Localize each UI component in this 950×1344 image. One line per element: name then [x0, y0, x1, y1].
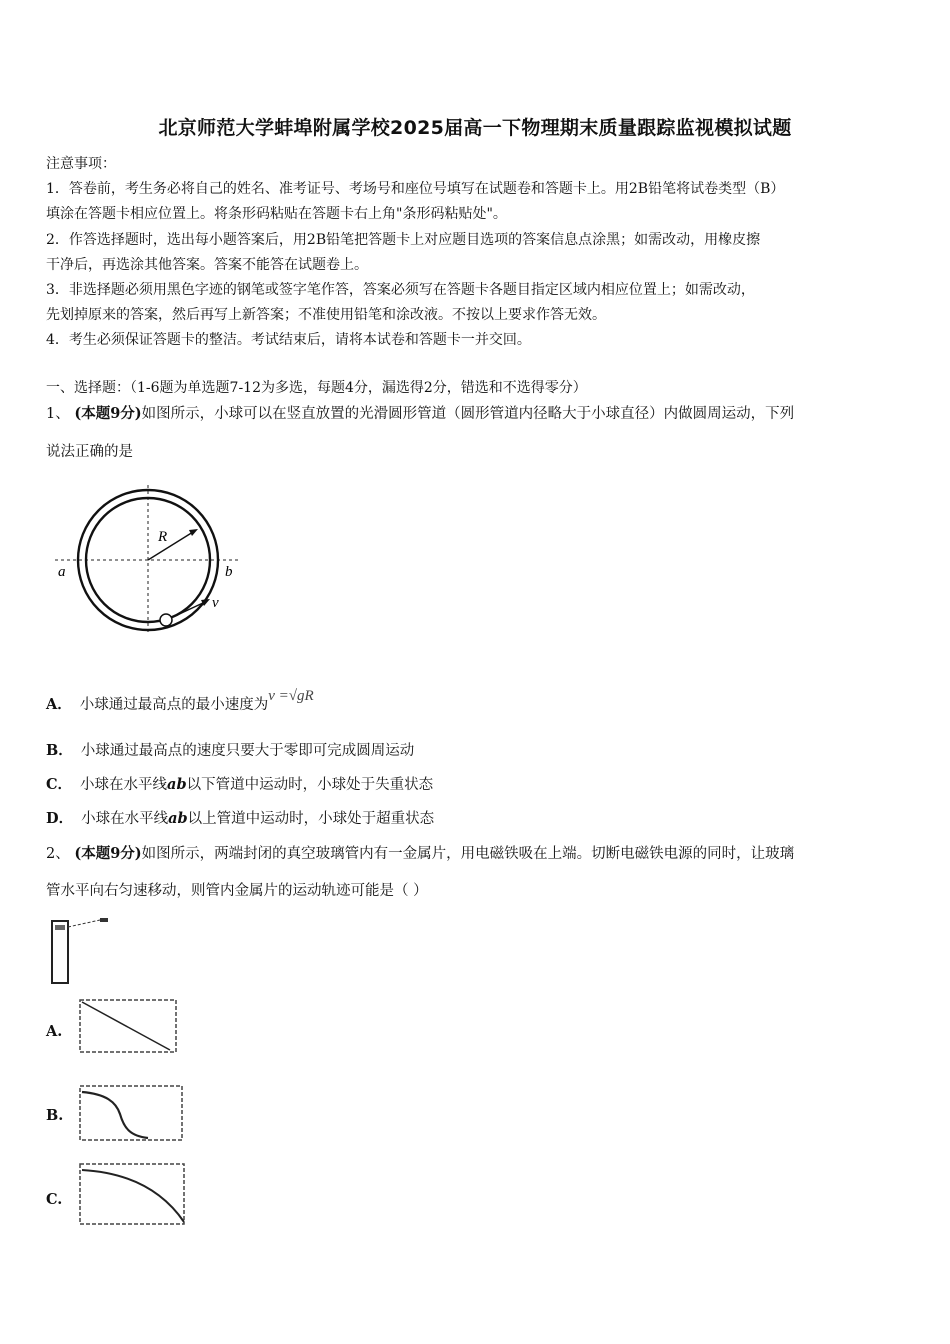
- q1-option-d[interactable]: [46, 807, 434, 828]
- notice-line: 3．非选择题必须用黑色字迹的钢笔或签字笔作答，答案必须写在答题卡各题目指定区域内相应位置上；如需改动，: [46, 282, 755, 298]
- option-text: 小球通过最高点的速度只要大于零即可完成圆周运动: [80, 743, 415, 759]
- circular-tube-figure: [55, 485, 245, 635]
- option-text: 以上管道中运动时，小球处于超重状态: [187, 811, 435, 827]
- question-points: (本题9分): [74, 405, 142, 422]
- option-label: A.: [46, 1023, 63, 1040]
- formula-v-sqrt-gR: v =√gR: [268, 688, 314, 704]
- electromagnet: [100, 918, 108, 922]
- option-text: 小球在水平线: [81, 811, 169, 827]
- question-2: [46, 842, 794, 863]
- s-curve-trajectory: [82, 1092, 148, 1138]
- option-text: 以下管道中运动时，小球处于失重状态: [186, 777, 434, 793]
- notice-line: 2．作答选择题时，选出每小题答案后，用2B铅笔把答题卡上对应题目选项的答案信息点涂黑；如需改动，用橡皮擦: [46, 232, 761, 248]
- label-a: a: [58, 564, 66, 580]
- radius-arrowhead: [189, 529, 198, 536]
- q1-option-b[interactable]: [46, 739, 414, 760]
- trajectory-a: [78, 998, 178, 1054]
- option-label: B．: [46, 742, 73, 759]
- q2-option-b[interactable]: [46, 1107, 71, 1124]
- q1-option-c[interactable]: [46, 773, 433, 794]
- option-label: C．: [46, 776, 73, 793]
- curve-trajectory: [82, 1170, 184, 1222]
- notice-line: 4．考生必须保证答题卡的整洁。考试结束后，请将本试卷和答题卡一并交回。: [46, 332, 531, 348]
- q1-option-a[interactable]: [46, 688, 314, 714]
- q2-option-a[interactable]: [46, 1023, 70, 1040]
- trajectory-frame: [80, 1000, 176, 1052]
- option-em: ab: [167, 776, 187, 793]
- label-b: b: [225, 564, 233, 580]
- question-points: (本题9分): [74, 845, 142, 862]
- question-text-cont: 管水平向右匀速移动，则管内金属片的运动轨迹可能是（ ）: [46, 883, 428, 899]
- question-number: 1、: [46, 406, 70, 422]
- trajectory-frame: [80, 1164, 184, 1224]
- section-heading: 一、选择题：（1-6题为单选题7-12为多选，每题4分，漏选得2分，错选和不选得零分）: [46, 380, 587, 396]
- page-title: 北京师范大学蚌埠附属学校2025届高一下物理期末质量跟踪监视模拟试题: [158, 117, 792, 139]
- label-R: R: [158, 529, 168, 545]
- notice-line: 1．答卷前，考生务必将自己的姓名、准考证号、考场号和座位号填写在试题卷和答题卡上。用2B铅笔将试卷类型（B）: [46, 181, 785, 197]
- velocity-arrow: [173, 602, 205, 617]
- question-text-cont: 说法正确的是: [46, 444, 133, 460]
- trajectory-c: [78, 1162, 188, 1228]
- notice-line: 干净后，再选涂其他答案。答案不能答在试题卷上。: [46, 257, 368, 273]
- option-text: 小球在水平线: [80, 777, 168, 793]
- glass-tube: [52, 921, 68, 983]
- glass-tube-figure: [45, 915, 115, 987]
- notice-line: 先划掉原来的答案，然后再写上新答案；不准使用铅笔和涂改液。不按以上要求作答无效。: [46, 307, 606, 323]
- option-label: B.: [46, 1107, 64, 1124]
- label-v: v: [212, 595, 219, 611]
- question-text: 如图所示，两端封闭的真空玻璃管内有一金属片，用电磁铁吸在上端。切断电磁铁电源的同时，让玻璃: [141, 846, 795, 862]
- option-label: D．: [46, 810, 74, 827]
- straight-trajectory: [82, 1002, 170, 1050]
- metal-piece: [55, 925, 65, 930]
- trajectory-b: [78, 1084, 184, 1142]
- option-label: C.: [46, 1191, 63, 1208]
- magnet-wire: [68, 920, 100, 927]
- option-text: 小球通过最高点的最小速度为: [79, 697, 269, 713]
- ball: [160, 614, 172, 626]
- radius-arrow: [148, 532, 193, 560]
- notice-line: 填涂在答题卡相应位置上。将条形码粘贴在答题卡右上角"条形码粘贴处"。: [46, 206, 507, 222]
- option-label: A．: [46, 696, 72, 713]
- option-em: ab: [168, 810, 188, 827]
- question-text: 如图所示，小球可以在竖直放置的光滑圆形管道（圆形管道内径略大于小球直径）内做圆周运动，下列: [141, 406, 795, 422]
- question-1: [46, 402, 794, 423]
- question-number: 2、: [46, 846, 70, 862]
- notice-heading: 注意事项：: [46, 156, 116, 172]
- q2-option-c[interactable]: [46, 1191, 70, 1208]
